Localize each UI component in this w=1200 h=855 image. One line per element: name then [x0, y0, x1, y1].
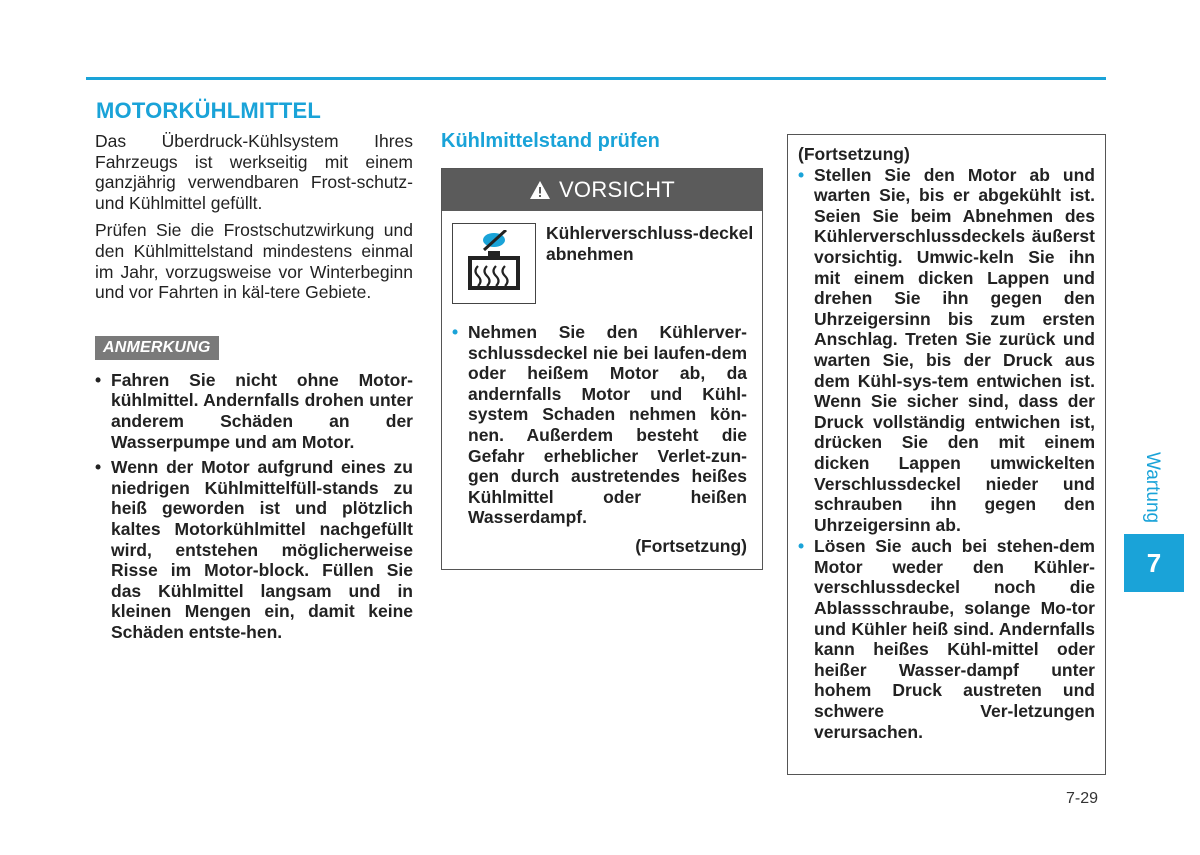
header-rule	[86, 77, 1106, 80]
caution-pictogram-title: Kühlerverschluss-deckel abnehmen	[546, 223, 754, 264]
warning-triangle-icon	[529, 180, 551, 200]
continuation-label: (Fortsetzung)	[798, 144, 910, 164]
continuation-item-1: • Stellen Sie den Motor ab und warten Sie, bis er abgekühlt ist. Seien Sie beim Abnehmen des Kühlerverschlussdeckels äußerst vorsichtig. Umwic-keln Sie ihn mit einem dicken Lappen und drehen Sie ihn gegen den Uhrzeigersinn bis zum ersten Anschlag. Treten Sie zurück und warten Sie, bis der Druck aus dem Kühl-sys-tem entwichen ist. Wenn Sie sicher sind, dass der Druck vollständig entwichen ist, drücken Sie den mit einem dicken Lappen umwickelten Verschlussdeckel nieder und schrauben ihn gegen den Uhrzeigersinn ab.	[798, 165, 1095, 536]
caution-header	[442, 169, 762, 211]
note-item-2: • Wenn der Motor aufgrund eines zu niedrigen Kühlmittelfüll-stands zu heiß geworden ist und plötzlich kaltes Motorkühlmittel nachgefüllt wird, entstehen möglicherweise Risse im Motor-block. Füllen Sie das Kühlmittel langsam und in kleinen Mengen ein, damit keine Schäden entste-hen.	[95, 457, 413, 642]
caution-label: VORSICHT	[558, 177, 676, 202]
note-item-1: • Fahren Sie nicht ohne Motor-kühlmittel. Andernfalls drohen unter anderem Schäden an der Wasserpumpe und am Motor.	[95, 370, 413, 452]
continuation-item-2: • Lösen Sie auch bei stehen-dem Motor weder den Kühler-verschlussdeckel noch die Ablassschraube, solange Mo-tor und Kühler heiß sind. Andernfalls kann heißes Kühl-mittel oder heißer Wasser-dampf unter hohem Druck austreten und schwere Ver-letzungen verursachen.	[798, 536, 1095, 742]
section-side-label: Wartung	[1142, 452, 1163, 524]
caution-continued-label: (Fortsetzung)	[635, 535, 747, 556]
note-badge: ANMERKUNG	[95, 336, 219, 360]
note-list	[95, 370, 413, 643]
caution-item-1: • Nehmen Sie den Kühlerver-schlussdeckel nie bei laufen-dem oder heißem Motor ab, da andernfalls Motor und Kühl-system Schaden nehmen kön-nen. Außerdem besteht die Gefahr erheblicher Verlet-zun-gen durch austretendes heißes Kühlmittel oder heißen Wasserdampf.	[452, 322, 747, 528]
caution-list	[452, 322, 747, 528]
intro-column	[95, 131, 413, 647]
continuation-box	[787, 134, 1106, 775]
continuation-list	[798, 165, 1095, 743]
page-number: 7-29	[1066, 790, 1099, 807]
section-title: MOTORKÜHLMITTEL	[96, 98, 322, 123]
caution-pictogram-row	[452, 223, 762, 304]
chapter-tab: 7	[1124, 534, 1184, 592]
intro-paragraph-2: Prüfen Sie die Frostschutzwirkung und den Kühlmittelstand mindestens einmal im Jahr, vorzugsweise vor Winterbeginn und vor Fahrten in käl-tere Gebiete.	[95, 220, 413, 303]
no-radiator-cap-icon	[452, 223, 536, 304]
caution-box	[441, 168, 763, 570]
intro-paragraph-1: Das Überdruck-Kühlsystem Ihres Fahrzeugs ist werkseitig mit einem ganzjährig verwendbaren Frost-schutz- und Kühlmittel gefüllt.	[95, 131, 413, 213]
check-title: Kühlmittelstand prüfen	[441, 130, 660, 152]
